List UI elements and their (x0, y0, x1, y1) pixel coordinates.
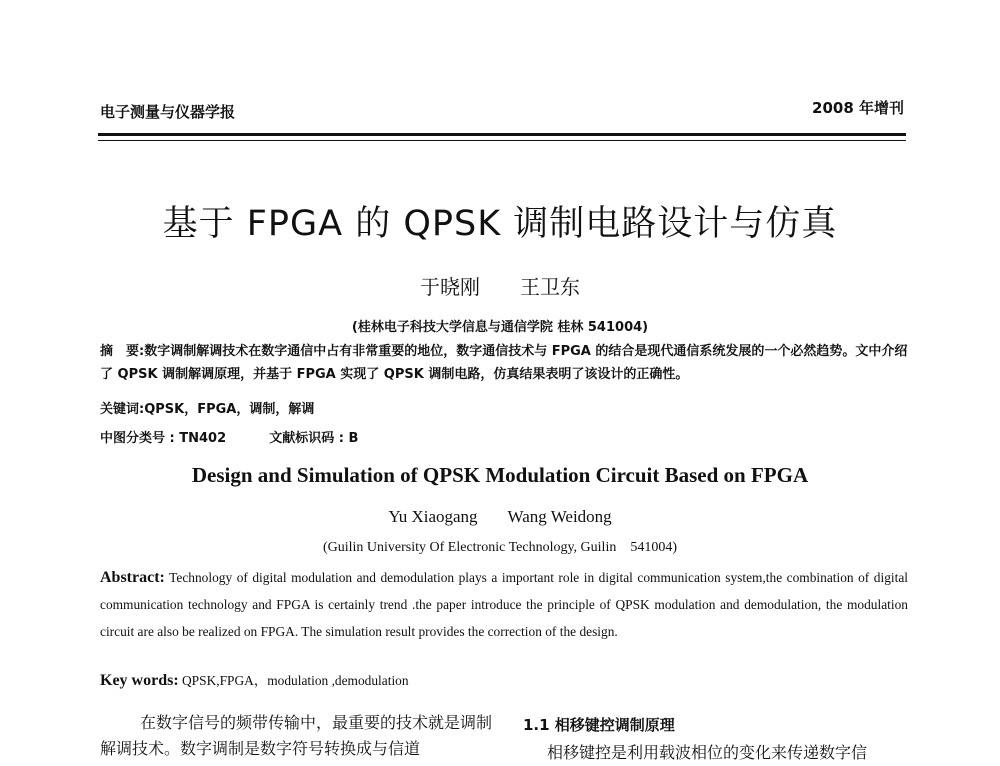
author-en-1: Yu Xiaogang (388, 507, 478, 526)
keywords-en-text: QPSK,FPGA，modulation ,demodulation (182, 673, 409, 688)
authors-en (0, 507, 1000, 527)
body-left-column (100, 710, 492, 762)
paper-title-cn: 基于 FPGA 的 QPSK 调制电路设计与仿真 (162, 204, 838, 244)
journal-name: 电子测量与仪器学报 (100, 103, 236, 121)
section-heading: 1.1 相移键控调制原理 (523, 716, 675, 734)
abstract-en-label: Abstract: (100, 569, 165, 586)
header-rule-thin (98, 140, 906, 141)
body-left-text: 在数字信号的频带传输中，最重要的技术就是调制解调技术。数字调制是数字符号转换成与信道 (100, 713, 493, 758)
clc-label: 中图分类号 : (100, 431, 175, 446)
keywords-en (100, 670, 908, 690)
doc-code-value: B (348, 431, 359, 446)
paper-title-en: Design and Simulation of QPSK Modulation Circuit Based on FPGA (191, 463, 809, 487)
classification-line (100, 427, 912, 450)
doc-code-label: 文献标识码 : (269, 431, 344, 446)
body-right-column (523, 740, 915, 766)
keywords-cn (100, 398, 912, 421)
keywords-en-label: Key words: (100, 672, 179, 689)
clc-value: TN402 (179, 431, 227, 446)
keywords-cn-text: QPSK，FPGA，调制，解调 (144, 402, 315, 417)
authors-cn: 于晓刚 王卫东 (420, 275, 580, 299)
abstract-en (100, 564, 908, 645)
author-en-2: Wang Weidong (507, 507, 612, 526)
journal-issue: 2008 年增刊 (812, 99, 904, 117)
affiliation-en: (Guilin University Of Electronic Technology, Guilin 541004) (322, 540, 677, 555)
keywords-cn-label: 关键词: (100, 402, 145, 417)
affiliation-cn: (桂林电子科技大学信息与通信学院 桂林 541004) (351, 320, 649, 335)
body-right-text: 相移键控是利用载波相位的变化来传递数字信 (547, 743, 868, 762)
abstract-cn (100, 340, 912, 386)
header-rule-thick (98, 133, 906, 136)
abstract-cn-label: 摘 要: (100, 344, 145, 359)
abstract-en-text: Technology of digital modulation and demodulation plays a important role in digital communication system,the combination of digital communication technology and FPGA is certainly trend .the paper introduce the principle of QPSK modulation and demodulation, the modulation circuit are also be realized on FPGA. The simulation result provides the correction of the design. (100, 570, 908, 639)
abstract-cn-text: 数字调制解调技术在数字通信中占有非常重要的地位，数字通信技术与 FPGA 的结合是现代通信系统发展的一个必然趋势。文中介绍了 QPSK 调制解调原理，并基于 FPGA 实现了 QPSK 调制电路，仿真结果表明了该设计的正确性。 (100, 344, 908, 382)
